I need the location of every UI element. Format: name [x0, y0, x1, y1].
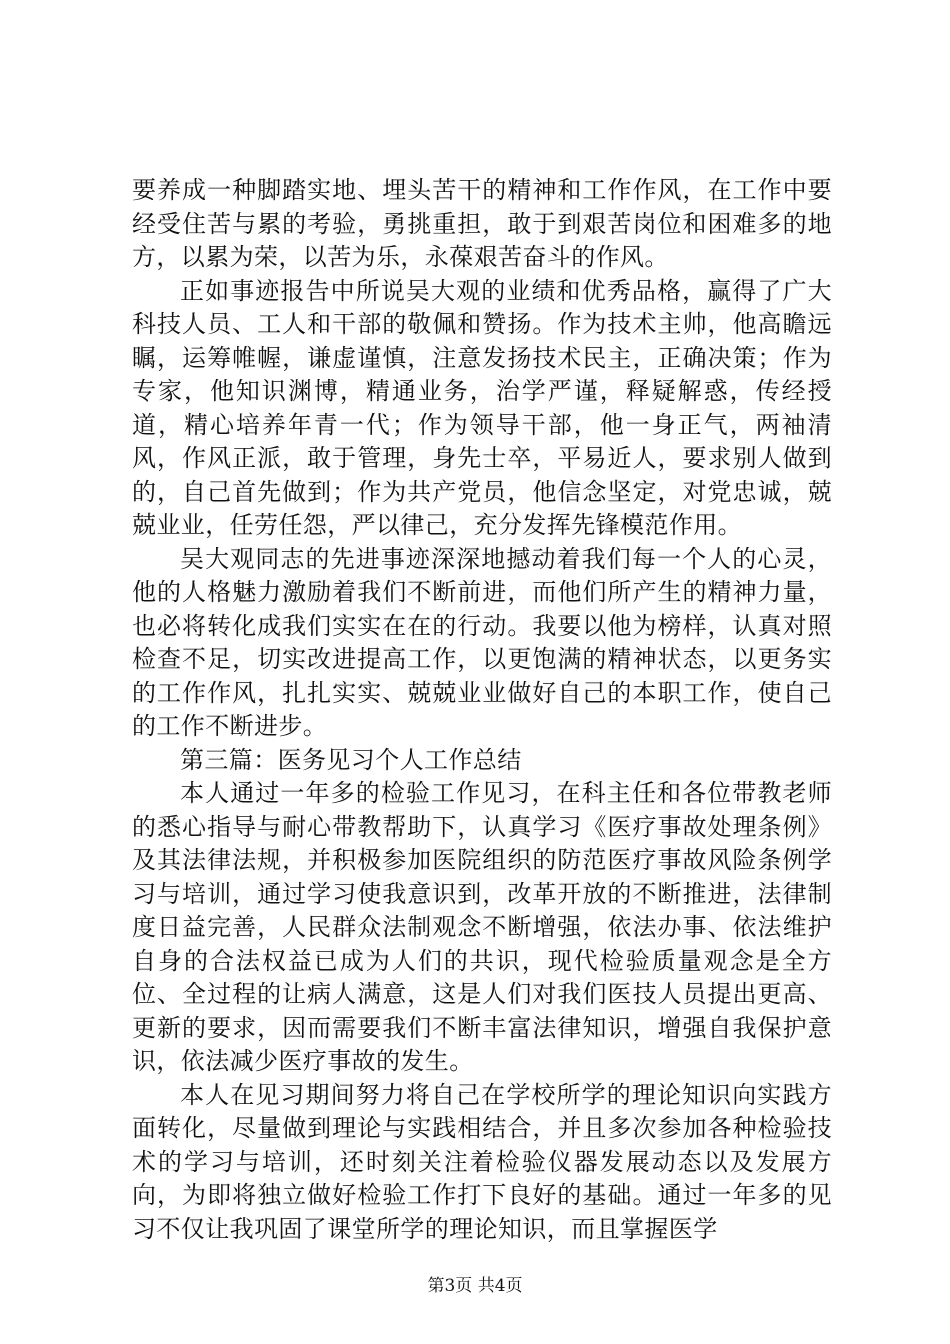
- paragraph-3: 吴大观同志的先进事迹深深地撼动着我们每一个人的心灵，他的人格魅力激励着我们不断前进，而他们所产生的精神力量，也必将转化成我们实实在在的行动。我要以他为榜样，认真对照检查不足，切实改进提高工作，以更饱满的精神状态，以更务实的工作作风，扎扎实实、兢兢业业做好自己的本职工作，使自己的工作不断进步。: [132, 544, 832, 740]
- paragraph-2: 正如事迹报告中所说吴大观的业绩和优秀品格，赢得了广大科技人员、工人和干部的敬佩和赞扬。作为技术主帅，他高瞻远瞩，运筹帷幄，谦虚谨慎，注意发扬技术民主，正确决策；作为专家，他知识渊博，精通业务，治学严谨，释疑解惑，传经授道，精心培养年青一代；作为领导干部，他一身正气，两袖清风，作风正派，敢于管理，身先士卒，平易近人，要求别人做到的，自己首先做到；作为共产党员，他信念坚定，对党忠诚，兢兢业业，任劳任怨，严以律己，充分发挥先锋模范作用。: [132, 276, 832, 539]
- paragraph-5: 本人在见习期间努力将自己在学校所学的理论知识向实践方面转化，尽量做到理论与实践相结合，并且多次参加各种检验技术的学习与培训，还时刻关注着检验仪器发展动态以及发展方向，为即将独立做好检验工作打下良好的基础。通过一年多的见习不仅让我巩固了课堂所学的理论知识，而且掌握医学: [132, 1080, 832, 1243]
- document-body: [132, 174, 832, 1246]
- paragraph-1: 要养成一种脚踏实地、埋头苦干的精神和工作作风，在工作中要经受住苦与累的考验，勇挑重担，敢于到艰苦岗位和困难多的地方，以累为荣，以苦为乐，永葆艰苦奋斗的作风。: [132, 176, 832, 271]
- section-heading: 第三篇：医务见习个人工作总结: [180, 745, 522, 774]
- paragraph-4: 本人通过一年多的检验工作见习，在科主任和各位带教老师的悉心指导与耐心带教帮助下，认真学习《医疗事故处理条例》及其法律法规，并积极参加医院组织的防范医疗事故风险条例学习与培训，通过学习使我意识到，改革开放的不断推进，法律制度日益完善，人民群众法制观念不断增强，依法办事、依法维护自身的合法权益已成为人们的共识，现代检验质量观念是全方位、全过程的让病人满意，这是人们对我们医技人员提出更高、更新的要求，因而需要我们不断丰富法律知识，增强自我保护意识，依法减少医疗事故的发生。: [132, 779, 832, 1075]
- page-footer: 第3页 共4页: [427, 1276, 523, 1296]
